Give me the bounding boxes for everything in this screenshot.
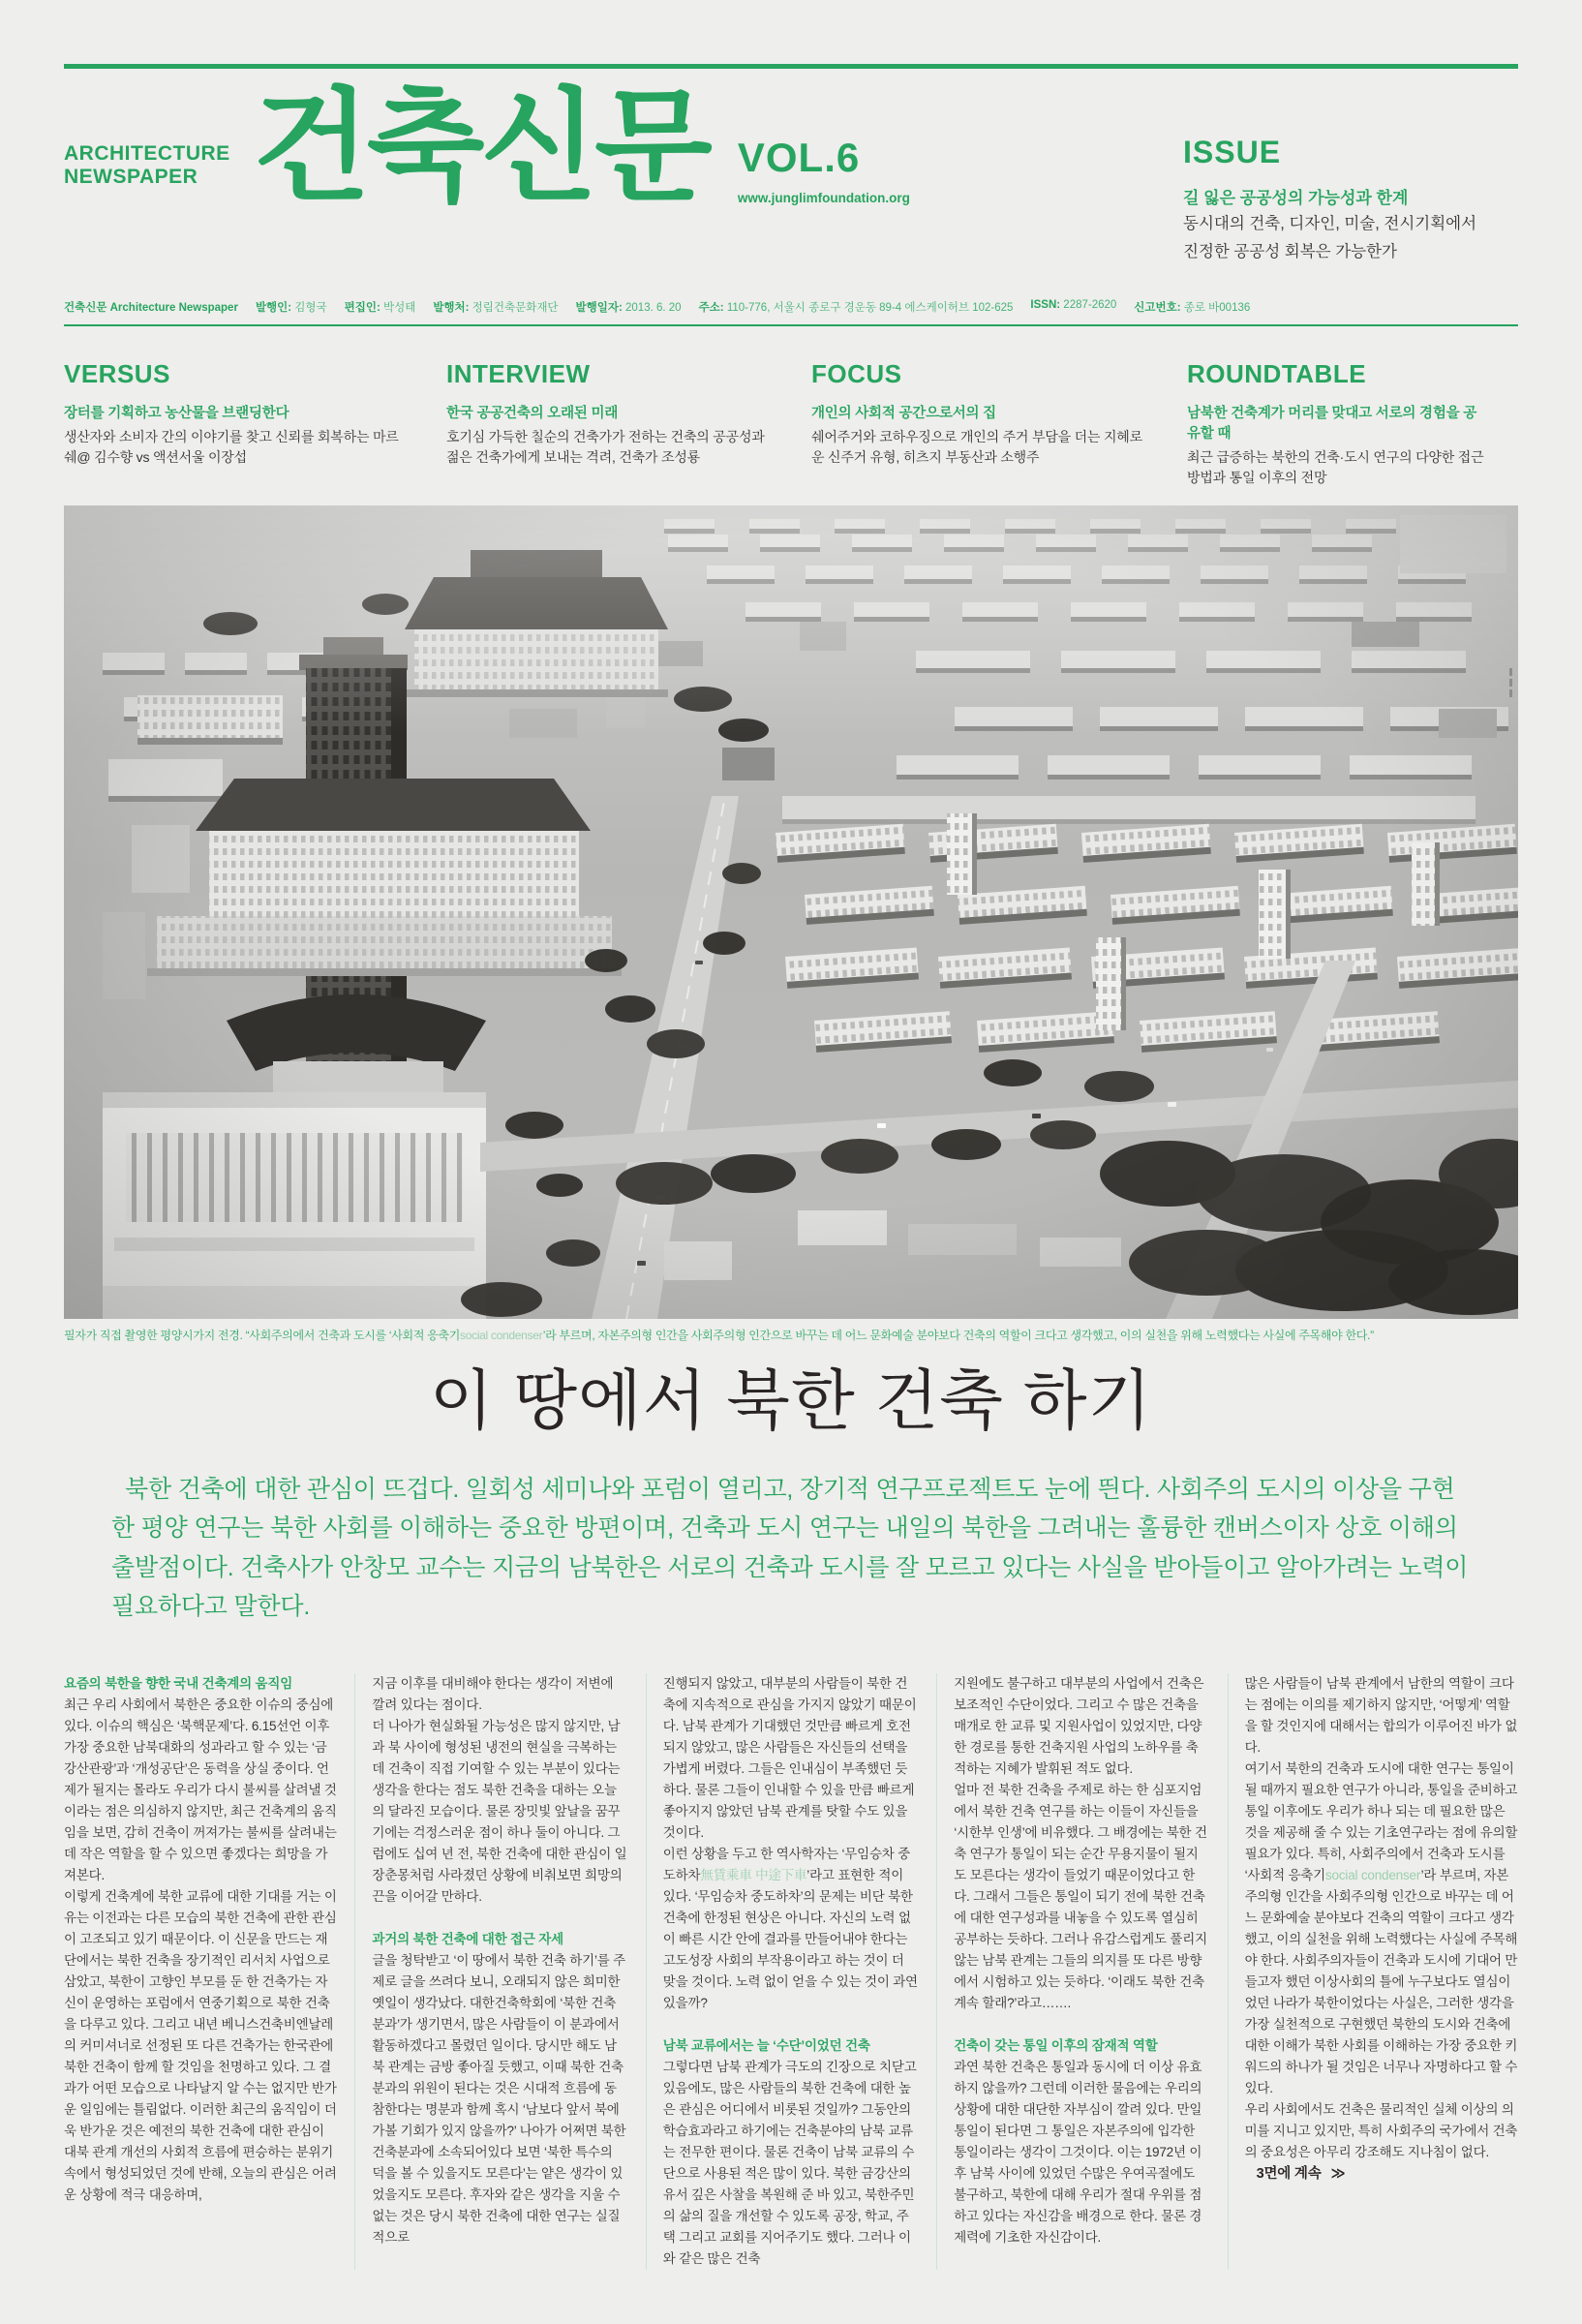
continue-arrow-icon: ≫ [1330,2165,1344,2182]
section-headline: 남북한 건축계가 머리를 맞대고 서로의 경험을 공유할 때 [1187,405,1477,442]
pub-item: 발행일자: 2013. 6. 20 [575,301,682,314]
issue-line2: 진정한 공공성 회복은 가능한가 [1183,242,1397,260]
body-column-4 [936,1673,1227,2270]
section-roundtable [1187,359,1518,488]
brand-line2: NEWSPAPER [64,165,198,188]
column-paragraph: 우리 사회에서도 건축은 물리적인 실체 이상의 의미를 지니고 있지만, 특히 사회주의 국가에서 건축의 중요성은 아무리 강조해도 지나침이 없다. [1244,2101,1518,2159]
website-link[interactable]: www.junglimfoundation.org [737,191,910,205]
photo-credit-mark [1509,668,1513,701]
column-paragraph: 지원에도 불구하고 대부분의 사업에서 건축은 보조적인 수단이었다. 그리고 수 많은 건축을 매개로 한 교류 및 지원사업이 있었지만, 다양한 경로를 통한 건축지원 사업의 노하우를 축적하는 지혜가 발휘된 적도 없다. [954,1675,1204,1776]
section-body: 쉐어주거와 코하우징으로 개인의 주거 부담을 더는 지혜로운 신주거 유형, 히츠지 부동산과 소행주 [811,428,1142,465]
pub-item: ISSN: 2287-2620 [1030,298,1117,311]
column-paragraph: 그렇다면 남북 관계가 극도의 긴장으로 치닫고 있음에도, 많은 사람들의 북한 건축에 대한 높은 관심은 어디에서 비롯된 것일까? 그동안의 학습효과라고 하기에는 건축분야의 남북 교류는 전무한 편이다. 물론 건축이 남북 교류의 수단으로 사용된 적은 많이 있다. 북한 금강산의 유서 깊은 사찰을 복원해 준 바 있고, 북한주민의 삶의 질을 개선할 수 있도록 공장, 학교, 주택 그리고 교회를 지어주기도 했다. 그러나 이와 같은 많은 건축 [662,2059,917,2266]
pyongyang-photo-illustration [64,505,1518,1319]
section-versus [64,359,446,488]
column-paragraph: 얼마 전 북한 건축을 주제로 하는 한 심포지엄에서 북한 건축 연구를 하는 이들이 자신들을 ‘시한부 인생’에 비유했다. 그 배경에는 북한 건축 연구가 통일이 되는 순간 무용지물이 될지도 모른다는 생각이 들었기 때문이었다고 한다. 그래서 그들은 통일이 되기 전에 북한 건축에 대한 연구성과를 내놓을 수 있도록 열심히 공부하는 듯하다. 그러나 유감스럽게도 풀리지 않는 남북 관계는 그들의 의지를 또 다른 방향에서 시험하고 있는 듯하다. ‘이래도 북한 건축 계속 할래?’라고……. [954,1782,1207,2010]
article-headline: 이 땅에서 북한 건축 하기 [429,1363,1153,1438]
section-headline: 개인의 사회적 공간으로서의 집 [811,405,996,421]
column-paragraph: 최근 우리 사회에서 북한은 중요한 이슈의 중심에 있다. 이슈의 핵심은 ‘북핵문제’다. 6.15선언 이후 가장 중요한 남북대화의 성과라고 할 수 있는 ‘금강산관광’과 ‘개성공단’은 동력을 상실 중이다. 언제가 될지는 몰라도 우리가 다시 불씨를 살려낼 것이라는 점은 의심하지 않지만, 최근 건축계의 움직임을 보면, 감히 건축이 꺼져가는 불씨를 살려내는 데 작은 역할을 할 수 있으면 좋겠다는 희망을 가져본다. [64,1697,337,1882]
pub-item: 발행처: 정림건축문화재단 [433,301,559,314]
article-lede: 북한 건축에 대한 관심이 뜨겁다. 일회성 세미나와 포럼이 열리고, 장기적 연구프로젝트도 눈에 띈다. 사회주의 도시의 이상을 구현한 평양 연구는 북한 사회를 이해하는 중요한 방편이며, 건축과 도시 연구는 내일의 북한을 그려내는 훌륭한 캔버스이자 상호 이해의 출발점이다. 건축사가 안창모 교수는 지금의 남북한은 서로의 건축과 도시를 잘 모르고 있다는 사실을 받아들이고 알아가려는 노력이 필요하다고 말한다. [111,1475,1469,1620]
pub-item: 발행인: 김형국 [255,301,327,314]
section-title: INTERVIEW [446,358,591,388]
pub-item: 신고번호: 종로 바00136 [1134,301,1251,314]
masthead-logo: 건축신문 [253,78,709,215]
article-body [64,1673,1518,2270]
body-column-5 [1228,1673,1518,2270]
hanja-annotation: 無賃乘車 中途下車 [700,1867,807,1882]
column-paragraph: 여기서 북한의 건축과 도시에 대한 연구는 통일이 될 때까지 필요한 연구가 아니라, 통일을 준비하고 통일 이후에도 우리가 하나 되는 데 필요한 많은 것을 제공해 줄 수 있는 기초연구라는 점에 유의할 필요가 있다. 특히, 사회주의에서 건축과 도시를 ‘사회적 응축기social condenser’라 부르며, 자본주의형 인간을 사회주의형 인간으로 바꾸는 데 어느 문화예술 분야보다 건축의 역할이 크다고 생각했고, 이의 실천을 위해 노력했다는 사실에 주목해야 한다. 사회주의자들이 건축과 도시에 기대어 만들고자 했던 이상사회의 틀에 누구보다도 열심이었던 나라가 북한이었다는 사실은, 그러한 생각을 가장 실천적으로 구현했던 북한의 도시와 건축에 대한 이해가 북한 사회를 이해하는 가장 중요한 키워드의 하나가 될 것임은 너무나 자명하다고 할 수 있다. [1244,1760,1518,2095]
pub-item: 편집인: 박성태 [344,301,416,314]
pyongyang-aerial-photo [64,505,1518,1319]
column-paragraph: 글을 청탁받고 ‘이 땅에서 북한 건축 하기’를 주제로 글을 쓰려다 보니, 오래되지 않은 희미한 옛일이 생각났다. 대한건축학회에 ‘북한 건축 분과’가 생기면서, 많은 사람들이 이 분과에서 활동하겠다고 몰렸던 일이다. 당시만 해도 남북 관계는 금방 좋아질 듯했고, 이때 북한 건축 분과의 위원이 된다는 것은 시대적 흐름에 동참한다는 명분과 함께 혹시 ‘남보다 앞서 북에 가볼 기회가 있지 않을까?’ 나아가 어쩌면 북한 건축분과에 소속되어있다 보면 ‘북한 특수의 덕을 볼 수 있을지도 모른다’는 얕은 생각이 있었을지도 모른다. 후자와 같은 생각을 지울 수 없는 것은 당시 북한 건축에 대한 연구는 실질적으로 [372,1952,626,2245]
continued-note: 3면에 계속 ≫ [1256,2165,1344,2182]
caption-text: ’라 부르며, 자본주의형 인간을 사회주의형 인간으로 바꾸는 데 어느 문화예술 분야보다 건축의 역할이 크다고 생각했고, 이의 실천을 위해 노력했다는 사실에 주목해야 한다.” [542,1328,1374,1342]
section-body: 생산자와 소비자 간의 이야기를 찾고 신뢰를 회복하는 마르쉐@ 김수향 vs 액션서울 이장섭 [64,428,399,465]
column-paragraph: 더 나아가 현실화될 가능성은 많지 않지만, 남과 북 사이에 형성된 냉전의 현실을 극복하는 데 건축이 직접 기여할 수 있는 부분이 있다는 생각을 한다는 점도 북한 건축을 대하는 오늘의 달라진 모습이다. 물론 장밋빛 앞날을 꿈꾸기에는 걱정스러운 점이 하나 둘이 아니다. 그럼에도 십여 년 전, 북한 건축에 대한 관심이 일장춘몽처럼 사라졌던 상황에 비춰보면 희망의 끈을 이어갈 만하다. [372,1718,627,1904]
volume-box [738,86,910,205]
promo-sections [64,359,1518,488]
body-column-2 [354,1673,645,2270]
brand-wordmark [64,86,233,189]
section-body: 호기심 가득한 칠순의 건축가가 전하는 건축의 공공성과 젊은 건축가에게 보내는 격려, 건축가 조성룡 [446,428,765,465]
caption-english: social condenser [460,1328,543,1342]
volume-label: VOL.6 [737,135,861,180]
column-paragraph: 이렇게 건축계에 북한 교류에 대한 기대를 거는 이유는 이전과는 다른 모습의 북한 건축에 관한 관심이 고조되고 있기 때문이다. 이 신문을 만드는 재단에서는 북한 건축을 장기적인 리서치 사업으로 삼았고, 북한이 고향인 부모를 둔 한 건축가는 자신이 운영하는 포럼에서 연중기획으로 북한 건축을 다루고 있다. 그리고 내년 베니스건축비엔날레의 커미셔너로 선정된 또 다른 건축가는 한국관에 북한 건축이 함께 할 것임을 천명하고 있다. 그 결과가 어떤 모습으로 나타날지 알 수는 없지만 반가운 일임에는 틀림없다. 이러한 최근의 움직임이 더욱 반가운 것은 예전의 북한 건축에 대한 관심이 대북 관계 개선의 사회적 흐름에 편승하는 분위기 속에서 형성되었던 것에 반해, 오늘의 관심은 어려운 상황에 적극 대응하며, [64,1888,337,2202]
pub-item: 건축신문 Architecture Newspaper [64,301,238,314]
section-headline: 한국 공공건축의 오래된 미래 [446,405,619,421]
section-title: FOCUS [811,358,902,388]
issue-box [1183,86,1518,264]
column-paragraph: 진행되지 않았고, 대부분의 사람들이 북한 건축에 지속적으로 관심을 가지지 않았기 때문이다. 남북 관계가 기대했던 것만큼 빠르게 호전되지 않았고, 많은 사람들은 자신들의 선택을 가볍게 버렸다. 그들은 인내심이 부족했던 듯하다. 물론 그들이 인내할 수 있을 만큼 빠르게 좋아지지 않았던 남북 관계를 탓할 수도 있을 것이다. [662,1675,917,1840]
issue-line1: 동시대의 건축, 디자인, 미술, 전시기획에서 [1183,215,1477,232]
body-column-1 [64,1673,354,2270]
section-title: ROUNDTABLE [1187,358,1367,388]
masthead-rule [64,324,1518,326]
column-paragraph: 이런 상황을 두고 한 역사학자는 ‘무임승차 중도하차無賃乘車 中途下車’라고 표현한 적이 있다. ‘무임승차 중도하차’의 문제는 비단 북한 건축에 한정된 현상은 아니다. 자신의 노력 없이 빠른 시간 안에 결과를 만들어내야 한다는 고도성장 사회의 부작용이라고 하는 것이 더 맞을 것이다. 노력 없이 얻을 수 있는 것이 과연 있을까? [662,1846,918,2010]
section-headline: 장터를 기획하고 농산물을 브랜딩한다 [64,405,289,421]
issue-headline: 길 잃은 공공성의 가능성과 한계 [1183,189,1409,207]
issue-label: ISSUE [1183,135,1282,169]
section-focus [811,359,1187,488]
column-subhead: 남북 교류에서는 늘 ‘수단’이었던 건축 [662,2037,870,2053]
column-paragraph: 많은 사람들이 남북 관계에서 남한의 역할이 크다는 점에는 이의를 제기하지 않지만, ‘어떻게’ 역할을 할 것인지에 대해서는 합의가 이루어진 바가 없다. [1244,1675,1518,1755]
column-subhead: 요즘의 북한을 향한 국내 건축계의 움직임 [64,1675,293,1691]
column-subhead: 건축이 갖는 통일 이후의 잠재적 역할 [954,2037,1158,2053]
column-paragraph: 지금 이후를 대비해야 한다는 생각이 저변에 깔려 있다는 점이다. [372,1675,614,1712]
brand-line1: ARCHITECTURE [64,142,230,165]
pub-item: 주소: 110-776, 서울시 종로구 경운동 89-4 에스케이허브 102-625 [698,301,1014,314]
body-column-3 [646,1673,936,2270]
photo-caption [64,1327,1518,1343]
header [64,78,1518,264]
publication-info [64,299,1518,315]
english-annotation: social condenser [1325,1867,1421,1882]
column-subhead: 과거의 북한 건축에 대한 접근 자세 [372,1931,563,1946]
column-paragraph: 과연 북한 건축은 통일과 동시에 더 이상 유효하지 않을까? 그런데 이러한 물음에는 우리의 상황에 대한 대단한 자부심이 깔려 있다. 만일 통일이 된다면 그 통일은 자본주의에 입각한 통일이라는 생각이 그것이다. 이는 1972년 이후 남북 사이에 있었던 수많은 우여곡절에도 불구하고, 북한에 대해 우리가 절대 우위를 점하고 있다는 자신감을 배경으로 한다. 물론 경제력에 기초한 자신감이다. [954,2059,1202,2245]
section-body: 최근 급증하는 북한의 건축·도시 연구의 다양한 접근 방법과 통일 이후의 전망 [1187,448,1484,485]
caption-text: 필자가 직접 촬영한 평양시가지 전경. “사회주의에서 건축과 도시를 ‘사회적 응축기 [64,1328,461,1342]
top-rule [64,64,1518,69]
section-interview [446,359,811,488]
section-title: VERSUS [64,358,170,388]
